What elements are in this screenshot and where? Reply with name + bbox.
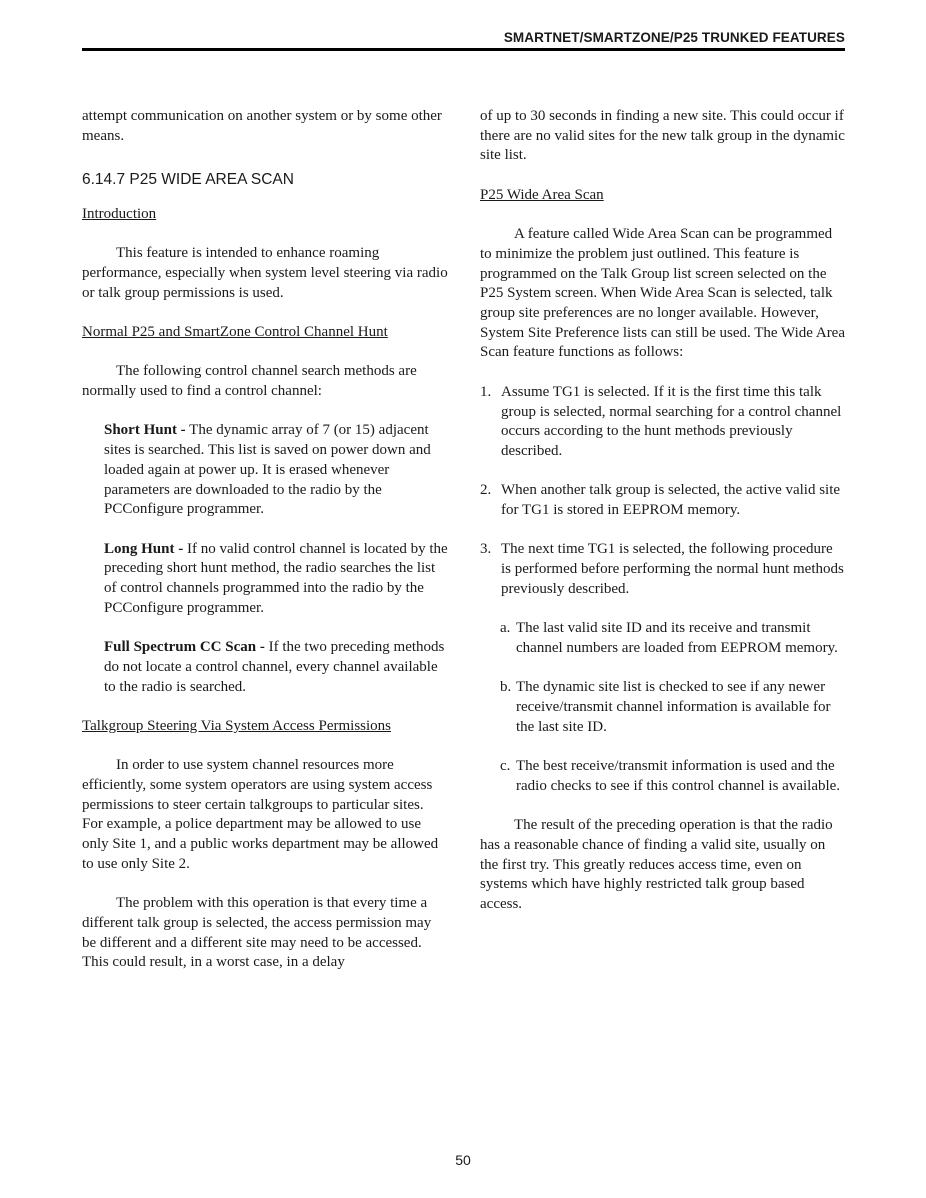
lettered-substeps — [500, 619, 846, 796]
list-item — [500, 619, 846, 658]
paragraph-result: The result of the preceding operation is that the radio has a reasonable chance of finding a valid site, usually on the first try. This greatly reduces access time, even on systems which have highly restricted talk group based access. — [480, 817, 833, 912]
full-scan-text: If the two preceding methods do not locate a control channel, every channel available to the radio is searched. — [104, 639, 445, 695]
subheading-introduction: Introduction — [82, 205, 157, 222]
list-item — [500, 757, 846, 796]
substep-text: The last valid site ID and its receive and transmit channel numbers are loaded from EEPROM memory. — [516, 620, 838, 656]
step-number: 1. — [480, 383, 492, 400]
step-number: 3. — [480, 541, 492, 558]
paragraph-continuation-right: of up to 30 seconds in finding a new site. This could occur if there are no valid sites for the new talk group in the dynamic site list. — [480, 108, 845, 164]
substep-text: The best receive/transmit information is used and the radio checks to see if this control channel is available. — [516, 758, 841, 794]
short-hunt-block — [104, 421, 448, 520]
list-item — [500, 678, 846, 737]
substep-letter: a. — [500, 620, 511, 637]
right-column — [480, 107, 846, 934]
short-hunt-text: The dynamic array of 7 (or 15) adjacent sites is searched. This list is saved on power down and loaded again at power up. It is erased whenever parameters are downloaded to the radio by the PCConfigure programmer. — [104, 422, 431, 518]
paragraph-wide-area-scan: A feature called Wide Area Scan can be programmed to minimize the problem just outlined. This feature is programmed on the Talk Group list screen selected on the P25 System screen. When Wide Area Scan is selected, talk group site preferences are no longer available. However, System Site Preference lists can still be used. The Wide Area Scan feature functions as follows: — [480, 226, 846, 361]
running-header: SMARTNET/SMARTZONE/P25 TRUNKED FEATURES — [503, 30, 845, 45]
paragraph-steering: In order to use system channel resources more efficiently, some system operators are using system access permissions to steer certain talkgroups to particular sites. For example, a police department may be allowed to use only Site 1, and a public works department may be allowed to use only Site 2. — [82, 757, 439, 872]
paragraph-hunt-methods: The following control channel search methods are normally used to find a control channel: — [82, 363, 417, 400]
step-text: The next time TG1 is selected, the following procedure is performed before performing the normal hunt methods previously described. — [501, 541, 844, 597]
paragraph-problem: The problem with this operation is that every time a different talk group is selected, the access permission may be different and a different site may need to be accessed. This could result, in a worst case, in a delay — [82, 895, 432, 971]
section-heading: 6.14.7 P25 WIDE AREA SCAN — [82, 171, 294, 189]
left-column — [82, 107, 448, 993]
step-text: When another talk group is selected, the active valid site for TG1 is stored in EEPROM memory. — [501, 482, 841, 518]
paragraph-continuation: attempt communication on another system or by some other means. — [82, 108, 442, 144]
long-hunt-text: If no valid control channel is located by the preceding short hunt method, the radio searches the list of control channels programmed into the radio by the PCConfigure programmer. — [104, 540, 448, 616]
subheading-control-channel-hunt: Normal P25 and SmartZone Control Channel Hunt — [82, 323, 388, 340]
list-item — [480, 383, 846, 462]
step-text: Assume TG1 is selected. If it is the first time this talk group is selected, normal searching for a control channel occurs according to the hunt methods previously described. — [501, 383, 842, 459]
long-hunt-block — [104, 540, 448, 619]
list-item — [480, 481, 846, 520]
list-item — [480, 540, 846, 599]
paragraph-introduction: This feature is intended to enhance roaming performance, especially when system level steering via radio or talk group permissions is used. — [82, 245, 448, 301]
header-rule — [82, 48, 845, 51]
subheading-wide-area-scan: P25 Wide Area Scan — [480, 186, 604, 203]
step-number: 2. — [480, 482, 492, 499]
subheading-talkgroup-steering: Talkgroup Steering Via System Access Permissions — [82, 717, 391, 734]
numbered-steps — [480, 383, 846, 600]
substep-letter: c. — [500, 758, 511, 775]
short-hunt-label: Short Hunt - — [104, 422, 186, 439]
substep-letter: b. — [500, 679, 512, 696]
long-hunt-label: Long Hunt - — [104, 540, 184, 557]
full-scan-label: Full Spectrum CC Scan - — [104, 639, 265, 656]
full-scan-block — [104, 638, 448, 697]
page-number: 50 — [455, 1152, 471, 1168]
substep-text: The dynamic site list is checked to see if any newer receive/transmit channel information is available for the last site ID. — [516, 679, 831, 735]
